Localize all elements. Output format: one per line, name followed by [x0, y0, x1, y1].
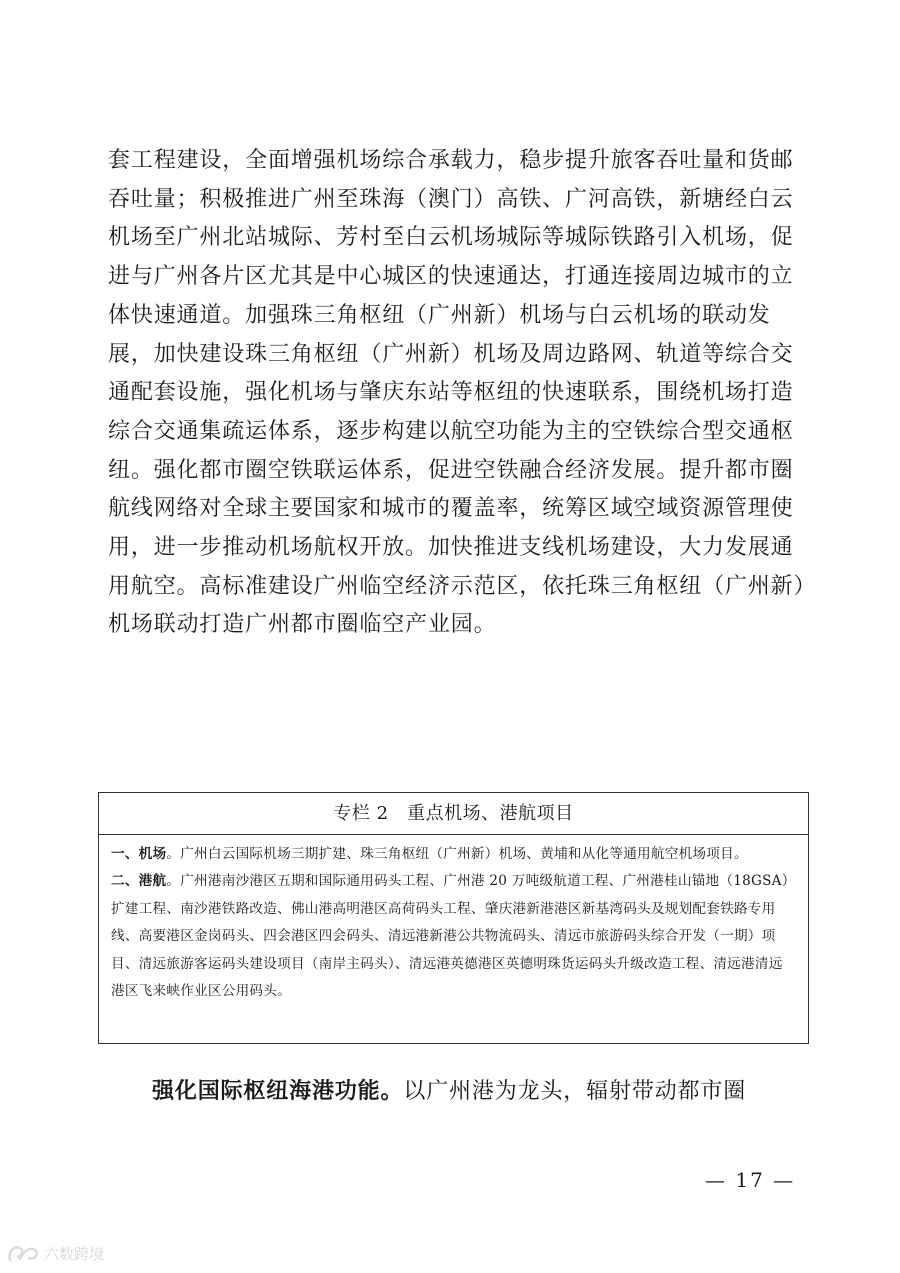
- body-paragraph: 套工程建设，全面增强机场综合承载力，稳步提升旅客吞吐量和货邮吞吐量；积极推进广州至珠海（澳门）高铁、广河高铁，新塘经白云机场至广州北站城际、芳村至白云机场城际等城际铁路引入机场，促进与广州各片区尤其是中心城区的快速通达，打通连接周边城市的立体快速通道。加强珠三角枢纽（广州新）机场与白云机场的联动发展，加快建设珠三角枢纽（广州新）机场及周边路网、轨道等综合交通配套设施，强化机场与肇庆东站等枢纽的快速联系，围绕机场打造综合交通集疏运体系，逐步构建以航空功能为主的空铁综合型交通枢纽。强化都市圈空铁联运体系，促进空铁融合经济发展。提升都市圈航线网络对全球主要国家和城市的覆盖率，统筹区域空域资源管理使用，进一步推动机场航权开放。加快推进支线机场建设，大力发展通用航空。高标准建设广州临空经济示范区，依托珠三角枢纽（广州新）机场联动打造广州都市圈临空产业园。: [108, 148, 806, 638]
- watermark-text: 六数跨境: [44, 1244, 105, 1263]
- column-box-title: 专栏 2 重点机场、港航项目: [99, 793, 808, 835]
- column-item-label: 一、机场: [111, 846, 167, 862]
- watermark: [6, 1240, 104, 1266]
- column-box-body: [99, 835, 808, 1005]
- column-item-label: 二、港航: [111, 873, 167, 890]
- column-item-airports: [111, 841, 796, 868]
- page-number: — 17 —: [705, 1168, 796, 1192]
- column-box-key-projects: [98, 792, 809, 1044]
- watermark-logo-icon: [6, 1242, 40, 1264]
- column-item-ports: [111, 868, 796, 1005]
- column-item-text: 。广州港南沙港区五期和国际通用码头工程、广州港 20 万吨级航道工程、广州港桂山锚地（18GSA）扩建工程、南沙港铁路改造、佛山港高明港区高荷码头工程、肇庆港新港港区新基湾码头及规划配套铁路专用线、高要港区金岗码头、四会港区四会码头、清远港新港公共物流码头、清远市旅游码头综合开发（一期）项目、清远旅游客运码头建设项目（南岸主码头）、清远港英德港区英德明珠货运码头升级改造工程、清远港清远港区飞来峡作业区公用码头。: [111, 873, 796, 1000]
- section-paragraph: [108, 1072, 808, 1111]
- section-lead-heading: 强化国际枢纽海港功能。: [152, 1078, 404, 1104]
- section-lead-text: 以广州港为龙头，辐射带动都市圈: [403, 1079, 747, 1104]
- column-item-text: 。广州白云国际机场三期扩建、珠三角枢纽（广州新）机场、黄埔和从化等通用航空机场项目。: [166, 846, 748, 862]
